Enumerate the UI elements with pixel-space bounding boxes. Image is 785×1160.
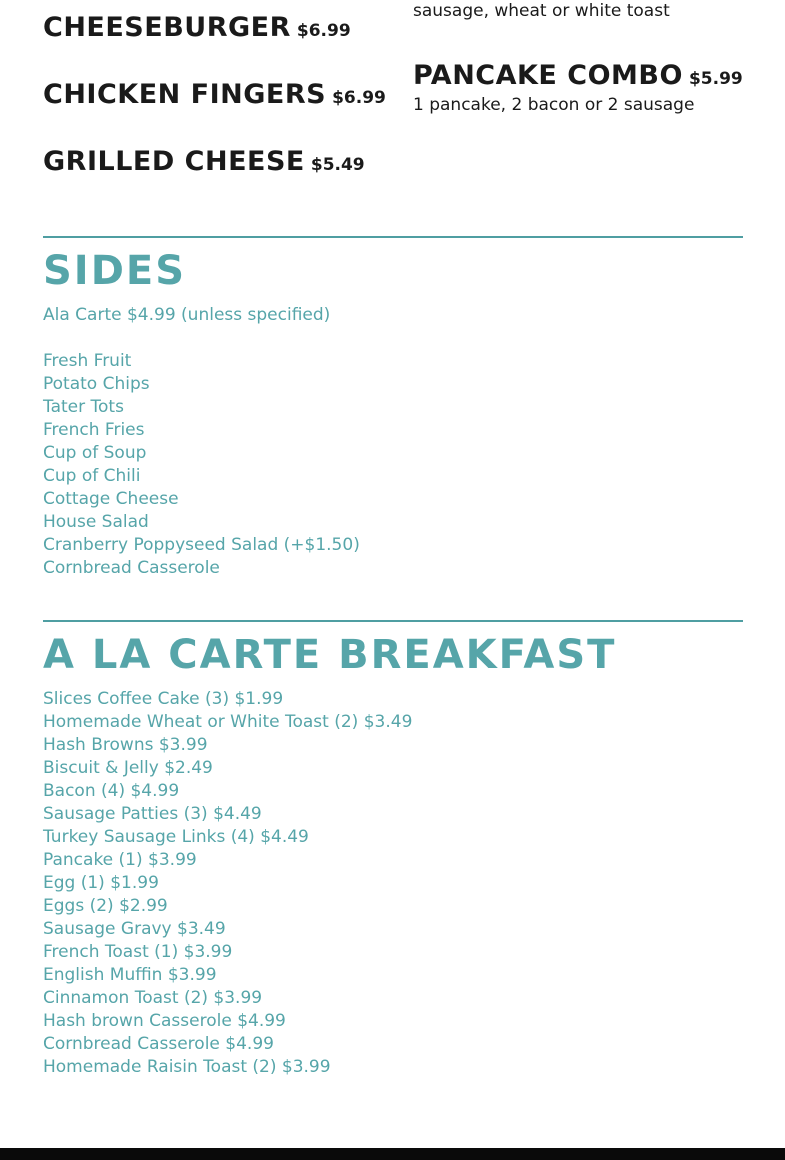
section-divider [43,236,743,238]
list-item: Homemade Wheat or White Toast (2) $3.49 [43,712,413,732]
list-item: French Toast (1) $3.99 [43,942,233,962]
menu-item-price: $5.49 [310,155,365,175]
menu-item-description: 1 pancake, 2 bacon or 2 sausage [413,95,695,115]
list-item: Fresh Fruit [43,351,132,371]
menu-item-grilled-cheese [43,142,393,209]
list-item: Cranberry Poppyseed Salad (+$1.50) [43,535,360,555]
menu-item-chicken-fingers [43,75,393,142]
list-item: Slices Coffee Cake (3) $1.99 [43,689,284,709]
menu-item-name: CHEESEBURGER [43,12,291,43]
list-item: Sausage Patties (3) $4.49 [43,804,262,824]
section-title-breakfast: A LA CARTE BREAKFAST [43,632,617,678]
menu-item-pancake-combo [413,58,743,116]
list-item: Bacon (4) $4.99 [43,781,180,801]
list-item: French Fries [43,420,145,440]
menu-item-price: $6.99 [332,88,386,108]
list-item: Eggs (2) $2.99 [43,896,168,916]
list-item: Cornbread Casserole $4.99 [43,1034,274,1054]
menu-item-price: $6.99 [296,21,351,41]
list-item: Homemade Raisin Toast (2) $3.99 [43,1057,331,1077]
list-item: Tater Tots [43,397,124,417]
list-item: Cup of Soup [43,443,147,463]
menu-item-name: GRILLED CHEESE [43,146,305,177]
menu-item-name: CHICKEN FINGERS [43,79,327,110]
list-item: Pancake (1) $3.99 [43,850,197,870]
menu-item-cheeseburger [43,8,393,75]
section-divider [43,620,743,622]
list-item: Hash Browns $3.99 [43,735,208,755]
menu-left-column [43,8,393,209]
menu-item-name: PANCAKE COMBO [413,60,683,91]
list-item: Potato Chips [43,374,150,394]
list-item: Cinnamon Toast (2) $3.99 [43,988,263,1008]
menu-item-description: sausage, wheat or white toast [413,1,670,21]
list-item: English Muffin $3.99 [43,965,217,985]
list-item: Cottage Cheese [43,489,179,509]
list-item: Biscuit & Jelly $2.49 [43,758,213,778]
list-item: Cornbread Casserole [43,558,220,578]
sides-list [43,350,360,580]
breakfast-list [43,688,412,1079]
list-item: Egg (1) $1.99 [43,873,159,893]
section-title-sides: SIDES [43,248,187,294]
list-item: Hash brown Casserole $4.99 [43,1011,286,1031]
list-item: Turkey Sausage Links (4) $4.49 [43,827,309,847]
footer-bar [0,1148,785,1160]
list-item: Sausage Gravy $3.49 [43,919,226,939]
sides-note: Ala Carte $4.99 (unless specified) [43,305,331,325]
menu-item-price: $5.99 [688,69,743,89]
list-item: Cup of Chili [43,466,141,486]
list-item: House Salad [43,512,149,532]
